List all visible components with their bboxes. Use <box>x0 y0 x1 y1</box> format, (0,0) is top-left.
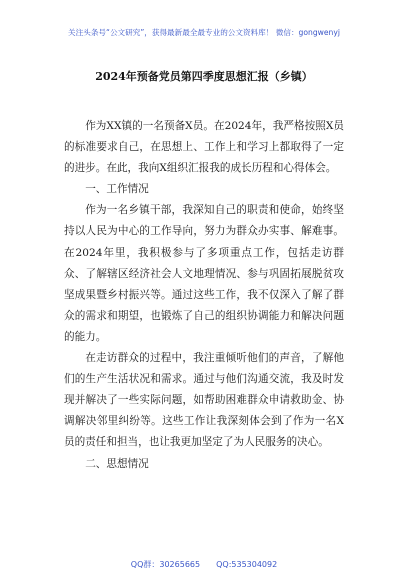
document-title: 2024年预备党员第四季度思想汇报（乡镇） <box>95 70 313 83</box>
footer-contact <box>0 559 408 570</box>
header-banner: 关注头条号“公文研究”，获得最新最全最专业的公文资料库！ 微信：gongwenyj <box>68 28 340 37</box>
paragraph-visits: 在走访群众的过程中，我注重倾听他们的声音，了解他们的生产生活状况和需求。通过与他们沟通交流，我及时发现并解决了一些实际问题，如帮助困难群众申请救助金、协调解决邻里纠纷等。这些工作让我深刻体会到了作为一名X员的责任和担当，也让我更加坚定了为人民服务的决心。 <box>64 352 344 449</box>
section-heading-work: 一、工作情况 <box>85 183 149 196</box>
footer-qq: QQ:535304092 <box>216 560 278 569</box>
paragraph-intro: 作为XX镇的一名预备X员。在2024年，我严格按照X员的标准要求自己，在思想上、工作上和学习上都取得了一定的进步。在此，我向X组织汇报我的成长历程和心得体会。 <box>64 120 344 175</box>
paragraph-work: 作为一名乡镇干部，我深知自己的职责和使命，始终坚持以人民为中心的工作导向，努力为群众办实事、解难事。在2024年里，我积极参与了多项重点工作，包括走访群众、了解辖区经济社会人文地理情况、参与巩固拓展脱贫攻坚成果暨乡村振兴等。通过这些工作，我不仅深入了解了群众的需求和期望，也锻炼了自己的组织协调能力和解决问题的能力。 <box>64 204 344 343</box>
document-body <box>64 116 344 475</box>
section-heading-thought: 二、思想情况 <box>85 457 149 470</box>
footer-qq-group: QQ群：30265665 <box>130 560 201 569</box>
